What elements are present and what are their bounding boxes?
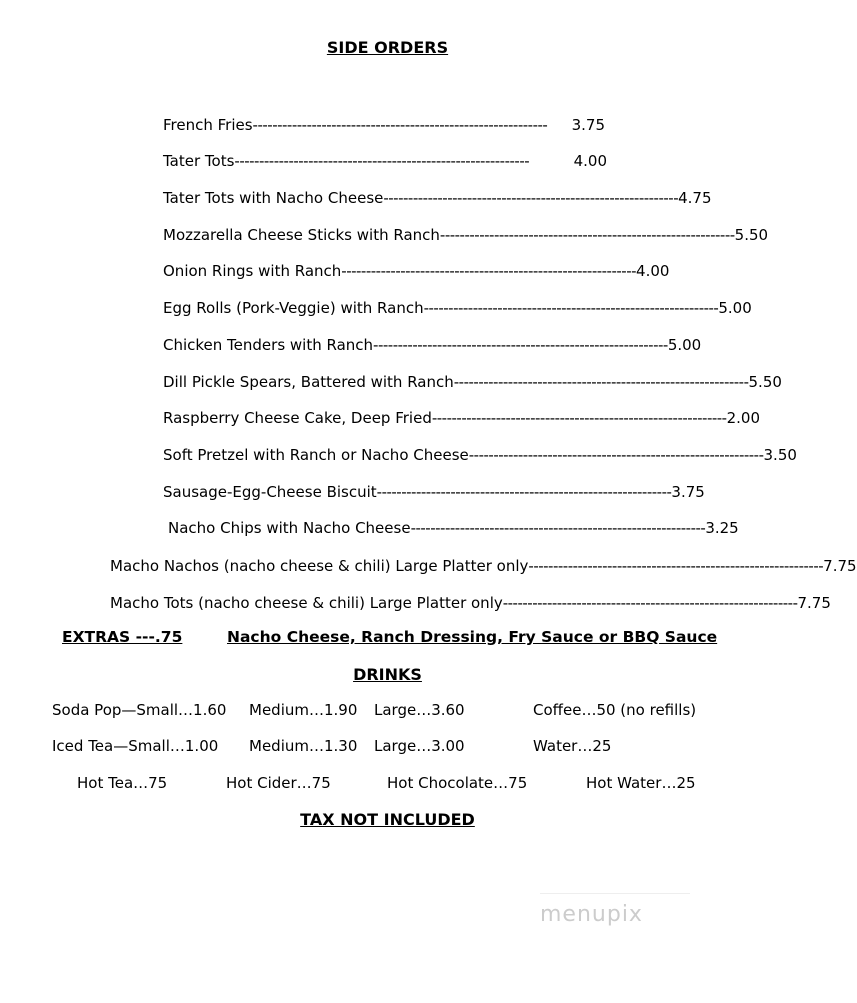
menu-item-leader: ------------------------------------------------------------ bbox=[502, 594, 798, 612]
menu-item-leader: ------------------------------------------------------------ bbox=[431, 409, 727, 427]
menu-item-leader: ------------------------------------------------------------ bbox=[234, 152, 530, 170]
menu-item-name: Raspberry Cheese Cake, Deep Fried bbox=[163, 409, 432, 427]
menu-item-price: 3.50 bbox=[763, 446, 797, 464]
menu-item bbox=[163, 114, 605, 134]
menu-item-name: Sausage-Egg-Cheese Biscuit bbox=[163, 483, 377, 501]
menu-item-price: 3.25 bbox=[705, 519, 739, 537]
menu-item-name: Soft Pretzel with Ranch or Nacho Cheese bbox=[163, 446, 469, 464]
menupix-watermark: menupix bbox=[540, 893, 690, 927]
drink-iced-tea-medium: Medium…1.30 bbox=[249, 737, 358, 755]
menu-item-leader: ------------------------------------------------------------ bbox=[252, 116, 548, 134]
menu-item-name: Macho Tots (nacho cheese & chili) Large Platter only bbox=[110, 594, 503, 612]
menu-item bbox=[168, 517, 739, 537]
menu-item-name: Nacho Chips with Nacho Cheese bbox=[168, 519, 411, 537]
extras-label: EXTRAS ---.75 bbox=[62, 628, 183, 646]
tax-notice: TAX NOT INCLUDED bbox=[300, 810, 475, 829]
menu-item-price: 3.75 bbox=[671, 483, 705, 501]
drink-water: Water…25 bbox=[533, 737, 612, 755]
drink-hot-tea: Hot Tea…75 bbox=[77, 774, 168, 792]
menu-item bbox=[163, 371, 782, 391]
menu-item-name: Onion Rings with Ranch bbox=[163, 262, 342, 280]
menu-item-price: 3.75 bbox=[571, 116, 605, 134]
menu-item-price: 4.75 bbox=[678, 189, 712, 207]
drink-coffee: Coffee…50 (no refills) bbox=[533, 701, 697, 719]
drinks-heading: DRINKS bbox=[353, 665, 422, 684]
menu-item bbox=[110, 592, 831, 612]
menu-item-leader: ------------------------------------------------------------ bbox=[423, 299, 719, 317]
menu-item-price: 4.00 bbox=[573, 152, 607, 170]
menu-item-name: Tater Tots with Nacho Cheese bbox=[163, 189, 384, 207]
menu-item-price: 7.75 bbox=[797, 594, 831, 612]
menu-item-name: Chicken Tenders with Ranch bbox=[163, 336, 374, 354]
menu-item-leader: ------------------------------------------------------------ bbox=[410, 519, 706, 537]
drink-soda-medium: Medium…1.90 bbox=[249, 701, 358, 719]
menu-item-name: Egg Rolls (Pork-Veggie) with Ranch bbox=[163, 299, 424, 317]
menu-item bbox=[163, 187, 712, 207]
menu-item-leader: ------------------------------------------------------------ bbox=[468, 446, 764, 464]
menu-item-leader: ------------------------------------------------------------ bbox=[439, 226, 735, 244]
drink-iced-tea-large: Large…3.00 bbox=[374, 737, 465, 755]
menu-item-name: Dill Pickle Spears, Battered with Ranch bbox=[163, 373, 454, 391]
menu-item-price: 5.50 bbox=[748, 373, 782, 391]
menu-item-price: 5.50 bbox=[734, 226, 769, 244]
drink-soda-small: Soda Pop—Small…1.60 bbox=[52, 701, 227, 719]
menu-item-leader: ------------------------------------------------------------ bbox=[528, 557, 824, 575]
menu-item bbox=[163, 444, 797, 464]
menu-item-leader: ------------------------------------------------------------ bbox=[341, 262, 637, 280]
menu-item bbox=[163, 224, 769, 244]
menu-item-leader: ------------------------------------------------------------ bbox=[383, 189, 679, 207]
menu-item bbox=[163, 481, 705, 501]
menu-item-price: 5.00 bbox=[667, 336, 702, 354]
drink-hot-chocolate: Hot Chocolate…75 bbox=[387, 774, 528, 792]
menu-item bbox=[163, 407, 761, 427]
drink-hot-cider: Hot Cider…75 bbox=[226, 774, 331, 792]
menu-item bbox=[163, 260, 670, 280]
drink-iced-tea-small: Iced Tea—Small…1.00 bbox=[52, 737, 219, 755]
menu-item-leader: ------------------------------------------------------------ bbox=[373, 336, 668, 354]
side-orders-heading: SIDE ORDERS bbox=[326, 38, 449, 57]
menu-item bbox=[163, 297, 752, 317]
menu-item-price: 5.00 bbox=[718, 299, 752, 317]
menu-item bbox=[163, 150, 607, 170]
menu-item-name: Mozzarella Cheese Sticks with Ranch bbox=[163, 226, 440, 244]
menu-item-leader: ------------------------------------------------------------ bbox=[453, 373, 749, 391]
menu-item-price: 4.00 bbox=[636, 262, 670, 280]
menu-item bbox=[110, 555, 857, 575]
drink-hot-water: Hot Water…25 bbox=[586, 774, 696, 792]
menu-item-leader: ------------------------------------------------------------ bbox=[376, 483, 672, 501]
menu-item-price: 7.75 bbox=[823, 557, 857, 575]
menu-item-price: 2.00 bbox=[726, 409, 761, 427]
drink-soda-large: Large…3.60 bbox=[374, 701, 465, 719]
menu-item-name: Tater Tots bbox=[163, 152, 235, 170]
menu-item-name: French Fries bbox=[163, 116, 253, 134]
menu-item bbox=[163, 334, 702, 354]
extras-options: Nacho Cheese, Ranch Dressing, Fry Sauce or BBQ Sauce bbox=[227, 628, 718, 646]
menu-item-name: Macho Nachos (nacho cheese & chili) Large Platter only bbox=[110, 557, 529, 575]
